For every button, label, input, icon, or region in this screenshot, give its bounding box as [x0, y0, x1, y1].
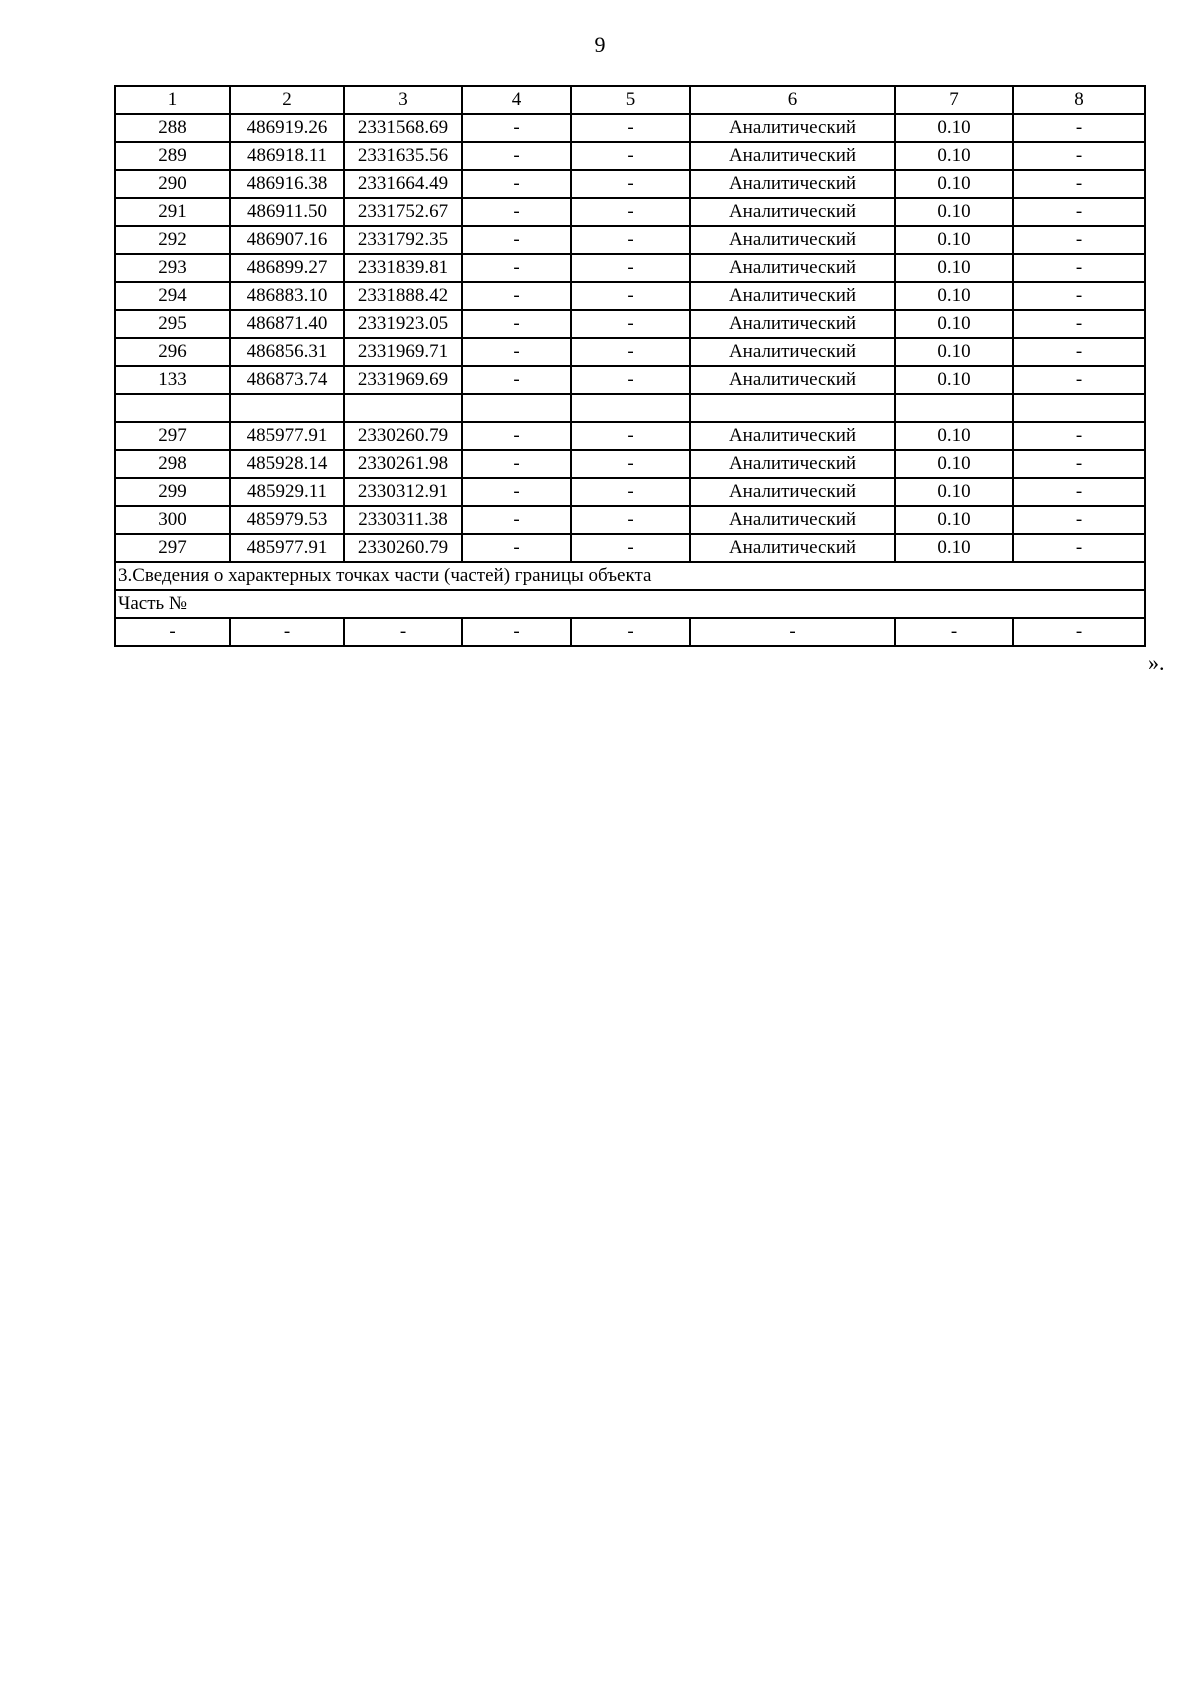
point-number-cell: 298 — [115, 450, 230, 478]
column-5-cell: - — [571, 198, 690, 226]
y-coordinate-cell: 2330260.79 — [344, 422, 462, 450]
x-coordinate-cell: 485977.91 — [230, 422, 344, 450]
accuracy-cell: 0.10 — [895, 114, 1013, 142]
accuracy-cell: 0.10 — [895, 310, 1013, 338]
point-number-cell: 133 — [115, 366, 230, 394]
header-cell: 3 — [344, 86, 462, 114]
y-coordinate-cell: 2331792.35 — [344, 226, 462, 254]
point-number-cell: 288 — [115, 114, 230, 142]
x-coordinate-cell: 486916.38 — [230, 170, 344, 198]
accuracy-cell: 0.10 — [895, 142, 1013, 170]
accuracy-cell: 0.10 — [895, 226, 1013, 254]
part-label: Часть № — [115, 590, 1145, 618]
y-coordinate-cell: 2331752.67 — [344, 198, 462, 226]
accuracy-cell: 0.10 — [895, 254, 1013, 282]
y-coordinate-cell: 2331969.69 — [344, 366, 462, 394]
method-cell: Аналитический — [690, 506, 895, 534]
header-cell: 4 — [462, 86, 571, 114]
method-cell: Аналитический — [690, 226, 895, 254]
x-coordinate-cell: 486907.16 — [230, 226, 344, 254]
column-8-cell: - — [1013, 310, 1145, 338]
y-coordinate-cell: 2330311.38 — [344, 506, 462, 534]
accuracy-cell: 0.10 — [895, 450, 1013, 478]
column-4-cell: - — [462, 114, 571, 142]
accuracy-cell: 0.10 — [895, 338, 1013, 366]
column-5-cell: - — [571, 338, 690, 366]
x-coordinate-cell: 486899.27 — [230, 254, 344, 282]
y-coordinate-cell: 2330261.98 — [344, 450, 462, 478]
table-row-empty — [115, 394, 1145, 422]
column-4-cell: - — [462, 534, 571, 562]
point-number-cell: 297 — [115, 534, 230, 562]
column-4-cell: - — [462, 254, 571, 282]
column-8-cell: - — [1013, 198, 1145, 226]
column-8-cell: - — [1013, 282, 1145, 310]
table-row — [115, 114, 1145, 142]
table-row — [115, 170, 1145, 198]
column-5-cell: - — [571, 226, 690, 254]
part-cell: - — [344, 618, 462, 646]
page-number: 9 — [594, 32, 606, 57]
point-number-cell: 291 — [115, 198, 230, 226]
header-cell: 5 — [571, 86, 690, 114]
x-coordinate-cell: 486911.50 — [230, 198, 344, 226]
empty-cell — [895, 394, 1013, 422]
point-number-cell: 294 — [115, 282, 230, 310]
part-cell: - — [895, 618, 1013, 646]
column-4-cell: - — [462, 366, 571, 394]
part-label-row — [115, 590, 1145, 618]
point-number-cell: 297 — [115, 422, 230, 450]
accuracy-cell: 0.10 — [895, 478, 1013, 506]
empty-cell — [344, 394, 462, 422]
method-cell: Аналитический — [690, 310, 895, 338]
column-8-cell: - — [1013, 478, 1145, 506]
closing-quote-mark: ». — [1148, 650, 1165, 675]
y-coordinate-cell: 2331839.81 — [344, 254, 462, 282]
y-coordinate-cell: 2331923.05 — [344, 310, 462, 338]
table-row — [115, 534, 1145, 562]
column-5-cell: - — [571, 534, 690, 562]
part-row — [115, 618, 1145, 646]
table-row — [115, 478, 1145, 506]
column-8-cell: - — [1013, 338, 1145, 366]
column-8-cell: - — [1013, 142, 1145, 170]
x-coordinate-cell: 486918.11 — [230, 142, 344, 170]
column-4-cell: - — [462, 506, 571, 534]
table-row — [115, 338, 1145, 366]
part-cell: - — [1013, 618, 1145, 646]
table-row — [115, 254, 1145, 282]
column-5-cell: - — [571, 170, 690, 198]
y-coordinate-cell: 2331664.49 — [344, 170, 462, 198]
empty-cell — [571, 394, 690, 422]
table-row — [115, 450, 1145, 478]
header-cell: 2 — [230, 86, 344, 114]
x-coordinate-cell: 486871.40 — [230, 310, 344, 338]
point-number-cell: 296 — [115, 338, 230, 366]
point-number-cell: 295 — [115, 310, 230, 338]
part-cell: - — [230, 618, 344, 646]
header-cell: 7 — [895, 86, 1013, 114]
part-cell: - — [115, 618, 230, 646]
table-row — [115, 310, 1145, 338]
method-cell: Аналитический — [690, 338, 895, 366]
accuracy-cell: 0.10 — [895, 198, 1013, 226]
column-5-cell: - — [571, 422, 690, 450]
accuracy-cell: 0.10 — [895, 422, 1013, 450]
column-4-cell: - — [462, 338, 571, 366]
table-row — [115, 422, 1145, 450]
column-8-cell: - — [1013, 534, 1145, 562]
accuracy-cell: 0.10 — [895, 534, 1013, 562]
column-8-cell: - — [1013, 114, 1145, 142]
x-coordinate-cell: 485928.14 — [230, 450, 344, 478]
method-cell: Аналитический — [690, 450, 895, 478]
column-4-cell: - — [462, 310, 571, 338]
method-cell: Аналитический — [690, 366, 895, 394]
part-cell: - — [571, 618, 690, 646]
point-number-cell: 289 — [115, 142, 230, 170]
accuracy-cell: 0.10 — [895, 506, 1013, 534]
method-cell: Аналитический — [690, 198, 895, 226]
column-5-cell: - — [571, 254, 690, 282]
column-5-cell: - — [571, 310, 690, 338]
column-4-cell: - — [462, 226, 571, 254]
header-cell: 6 — [690, 86, 895, 114]
section-title: 3.Сведения о характерных точках части (частей) границы объекта — [115, 562, 1145, 590]
method-cell: Аналитический — [690, 142, 895, 170]
empty-cell — [690, 394, 895, 422]
x-coordinate-cell: 486883.10 — [230, 282, 344, 310]
table-row — [115, 282, 1145, 310]
method-cell: Аналитический — [690, 254, 895, 282]
part-cell: - — [462, 618, 571, 646]
column-8-cell: - — [1013, 170, 1145, 198]
table-row — [115, 142, 1145, 170]
table-row — [115, 198, 1145, 226]
point-number-cell: 299 — [115, 478, 230, 506]
column-8-cell: - — [1013, 506, 1145, 534]
y-coordinate-cell: 2331888.42 — [344, 282, 462, 310]
header-cell: 1 — [115, 86, 230, 114]
x-coordinate-cell: 485977.91 — [230, 534, 344, 562]
method-cell: Аналитический — [690, 478, 895, 506]
coordinates-table — [114, 85, 1146, 647]
y-coordinate-cell: 2331635.56 — [344, 142, 462, 170]
column-4-cell: - — [462, 422, 571, 450]
x-coordinate-cell: 486919.26 — [230, 114, 344, 142]
section-title-row — [115, 562, 1145, 590]
column-8-cell: - — [1013, 366, 1145, 394]
y-coordinate-cell: 2330312.91 — [344, 478, 462, 506]
x-coordinate-cell: 485929.11 — [230, 478, 344, 506]
accuracy-cell: 0.10 — [895, 170, 1013, 198]
method-cell: Аналитический — [690, 114, 895, 142]
table-header-row — [115, 86, 1145, 114]
method-cell: Аналитический — [690, 534, 895, 562]
part-cell: - — [690, 618, 895, 646]
column-5-cell: - — [571, 114, 690, 142]
method-cell: Аналитический — [690, 422, 895, 450]
x-coordinate-cell: 486856.31 — [230, 338, 344, 366]
column-4-cell: - — [462, 198, 571, 226]
empty-cell — [1013, 394, 1145, 422]
x-coordinate-cell: 485979.53 — [230, 506, 344, 534]
table-row — [115, 506, 1145, 534]
column-8-cell: - — [1013, 450, 1145, 478]
column-5-cell: - — [571, 366, 690, 394]
column-8-cell: - — [1013, 422, 1145, 450]
column-4-cell: - — [462, 450, 571, 478]
x-coordinate-cell: 486873.74 — [230, 366, 344, 394]
column-5-cell: - — [571, 506, 690, 534]
point-number-cell: 293 — [115, 254, 230, 282]
column-8-cell: - — [1013, 226, 1145, 254]
point-number-cell: 300 — [115, 506, 230, 534]
column-5-cell: - — [571, 450, 690, 478]
column-4-cell: - — [462, 142, 571, 170]
column-4-cell: - — [462, 282, 571, 310]
y-coordinate-cell: 2331568.69 — [344, 114, 462, 142]
table-row — [115, 226, 1145, 254]
column-5-cell: - — [571, 282, 690, 310]
accuracy-cell: 0.10 — [895, 366, 1013, 394]
column-4-cell: - — [462, 170, 571, 198]
y-coordinate-cell: 2331969.71 — [344, 338, 462, 366]
method-cell: Аналитический — [690, 170, 895, 198]
column-4-cell: - — [462, 478, 571, 506]
point-number-cell: 292 — [115, 226, 230, 254]
empty-cell — [230, 394, 344, 422]
table-row — [115, 366, 1145, 394]
column-5-cell: - — [571, 142, 690, 170]
column-8-cell: - — [1013, 254, 1145, 282]
method-cell: Аналитический — [690, 282, 895, 310]
empty-cell — [462, 394, 571, 422]
point-number-cell: 290 — [115, 170, 230, 198]
header-cell: 8 — [1013, 86, 1145, 114]
y-coordinate-cell: 2330260.79 — [344, 534, 462, 562]
accuracy-cell: 0.10 — [895, 282, 1013, 310]
column-5-cell: - — [571, 478, 690, 506]
empty-cell — [115, 394, 230, 422]
